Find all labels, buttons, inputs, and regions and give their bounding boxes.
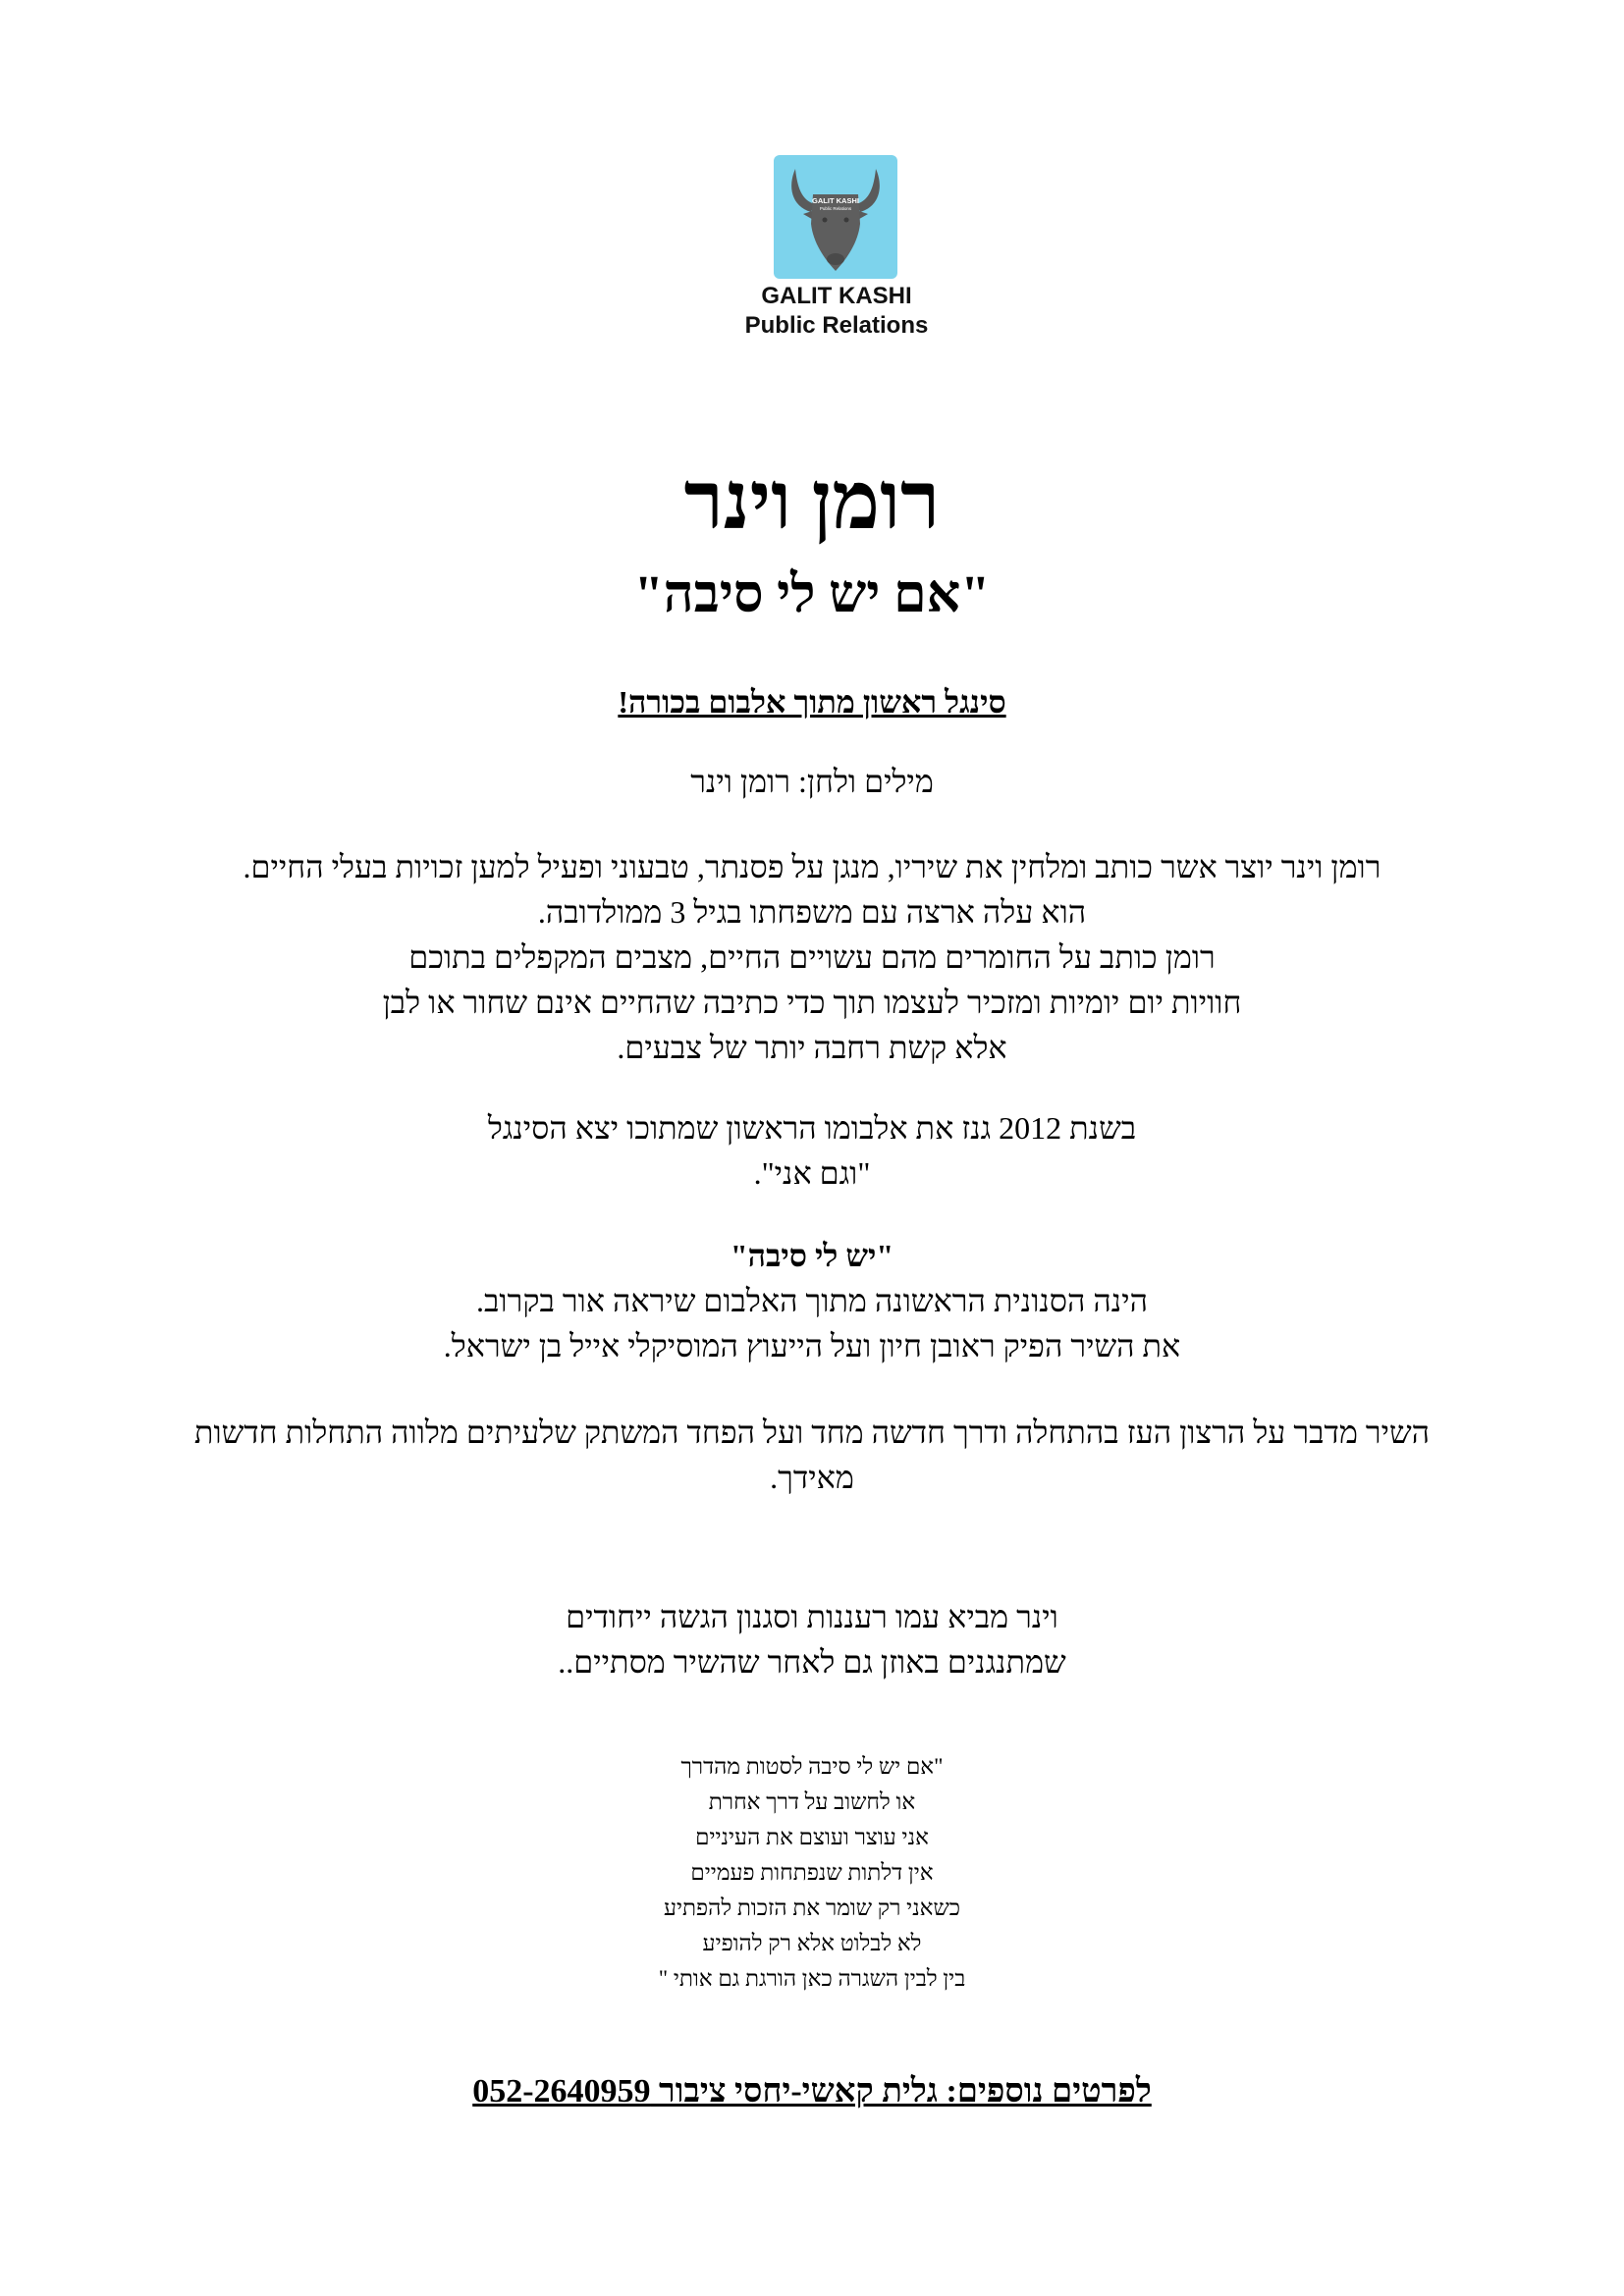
bio-line: רומן וינר יוצר אשר כותב ומלחין את שיריו, מנגן על פסנתר, טבעוני ופעיל למען זכויות בעלי החיים. xyxy=(243,849,1381,884)
bio-line: חוויות יום יומיות ומזכיר לעצמו תוך כדי כתיבה שהחיים אינם שחור או לבן xyxy=(382,985,1242,1020)
brand-name: GALIT KASHI xyxy=(761,283,912,309)
logo-text: GALIT KASHI xyxy=(812,196,859,205)
single-line: הינה הסנונית הראשונה מתוך האלבום שיראה אור בקרוב. xyxy=(475,1283,1148,1318)
lyrics-excerpt xyxy=(491,1749,1133,1997)
bio-line: הוא עלה ארצה עם משפחתו בגיל 3 ממולדובה. xyxy=(537,894,1087,930)
lyrics-line: אני עוצר ועוצם את העיניים xyxy=(695,1825,929,1849)
logo-subtext: Public Relations xyxy=(819,206,852,211)
album-line: "וגם אני". xyxy=(753,1155,871,1191)
album-line: בשנת 2012 גנז את אלבומו הראשון שמתוכו יצא הסינגל xyxy=(487,1110,1137,1146)
lyrics-line: בין לבין השגרה כאן הורגת גם אותי " xyxy=(658,1966,966,1991)
song-title: "אם יש לי סיבה" xyxy=(633,564,991,623)
contact-info: לפרטים נוספים: גלית קאשי-יחסי ציבור 052-2640959 xyxy=(472,2073,1152,2109)
lyrics-line: כשאני רק שומר את הזכות להפתיע xyxy=(663,1896,961,1920)
song-line: מאידך. xyxy=(770,1460,854,1495)
lyrics-line: לא לבלוט אלא רק להופיע xyxy=(702,1931,922,1955)
logo xyxy=(774,155,897,279)
bio-line: אלא קשת רחבה יותר של צבעים. xyxy=(617,1030,1007,1065)
single-line: את השיר הפיק ראובן חיון ועל הייעוץ המוסיקלי אייל בן ישראל. xyxy=(443,1328,1181,1363)
single-title: "יש לי סיבה" xyxy=(730,1238,894,1273)
lyrics-line: או לחשוב על דרך אחרת xyxy=(708,1789,916,1814)
song-line: השיר מדבר על הרצון העז בהתחלה ודרך חדשה מחד ועל הפחד המשתק שלעיתים מלווה התחלות חדשות xyxy=(193,1415,1431,1450)
single-paragraph xyxy=(128,1278,1496,1368)
bio-paragraph xyxy=(128,844,1496,1070)
song-paragraph xyxy=(128,1410,1496,1500)
lyrics-line: אין דלתות שנפתחות פעמיים xyxy=(690,1860,934,1885)
style-line: שמתנגנים באוזן גם לאחר שהשיר מסתיים.. xyxy=(558,1644,1066,1680)
style-line: וינר מביא עמו רעננות וסגנון הגשה ייחודים xyxy=(566,1599,1058,1634)
bull-head-icon xyxy=(774,155,897,279)
lyrics-line: "אם יש לי סיבה לסטות מהדרך xyxy=(680,1754,944,1779)
bio-line: רומן כותב על החומרים מהם עשויים החיים, מצבים המקפלים בתוכם xyxy=(408,939,1216,975)
tagline: סינגל ראשון מתוך אלבום בכורה! xyxy=(618,684,1006,720)
page-title: רומן וינר xyxy=(683,456,941,546)
brand-subtitle: Public Relations xyxy=(744,312,929,339)
album-paragraph xyxy=(128,1105,1496,1196)
style-paragraph xyxy=(128,1594,1496,1684)
credits: מילים ולחן: רומן וינר xyxy=(690,764,934,799)
